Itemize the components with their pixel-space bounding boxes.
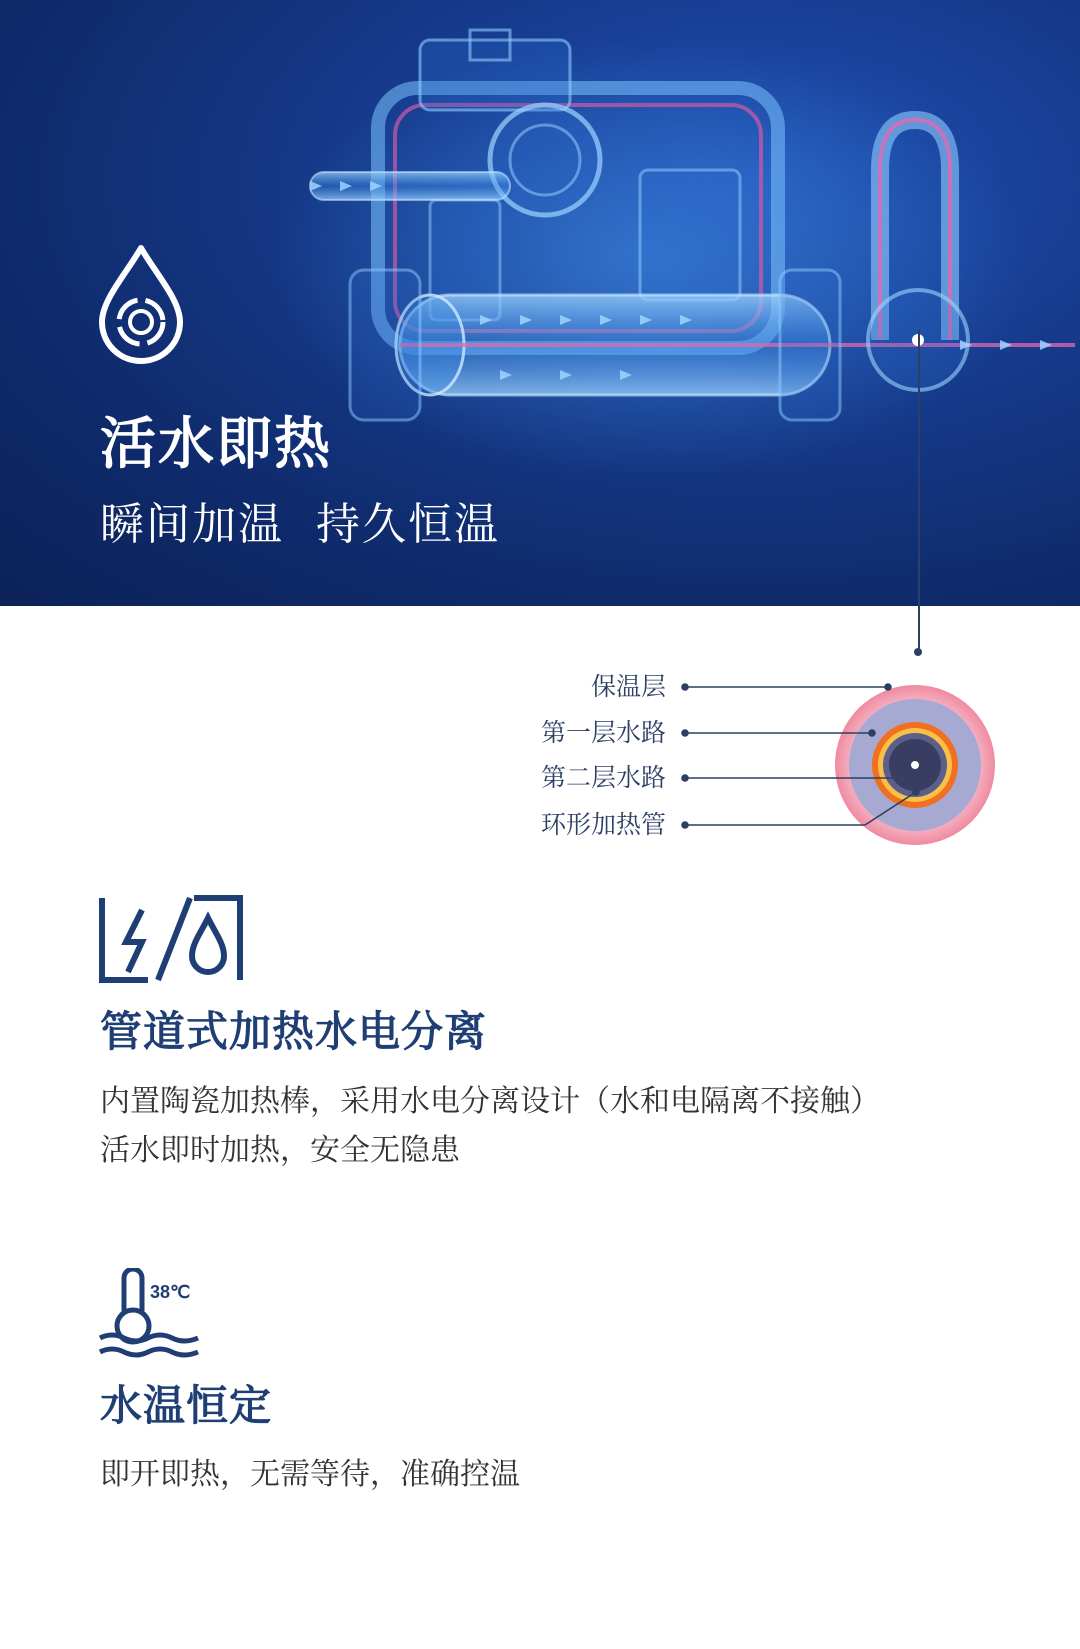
label-leader-lines <box>660 668 940 848</box>
feature-desc-constant-temperature: 即开即热，无需等待，准确控温 <box>100 1457 520 1492</box>
connector-line <box>918 330 920 652</box>
thermometer-water-icon <box>98 1268 208 1362</box>
label-first-water-channel: 第一层水路 <box>540 718 666 747</box>
label-ring-heating-tube: 环形加热管 <box>540 810 666 839</box>
label-insulation-layer: 保温层 <box>590 672 666 701</box>
feature-desc-line-2: 活水即时加热，安全无隐患 <box>100 1133 460 1168</box>
electric-water-separation-icon <box>98 894 248 984</box>
label-second-water-channel: 第二层水路 <box>540 763 666 792</box>
feature-title-separation: 管道式加热水电分离 <box>100 1007 488 1056</box>
hero-title: 活水即热 <box>100 412 332 477</box>
feature-desc-line-1: 内置陶瓷加热棒，采用水电分离设计（水和电隔离不接触） <box>100 1084 880 1119</box>
hero-subtitle: 瞬间加温 持久恒温 <box>100 499 500 550</box>
water-drop-cycle-icon <box>96 244 186 364</box>
feature-title-constant-temperature: 水温恒定 <box>100 1381 273 1430</box>
connector-dot <box>914 648 922 656</box>
temperature-value: 38℃ <box>150 1282 191 1302</box>
